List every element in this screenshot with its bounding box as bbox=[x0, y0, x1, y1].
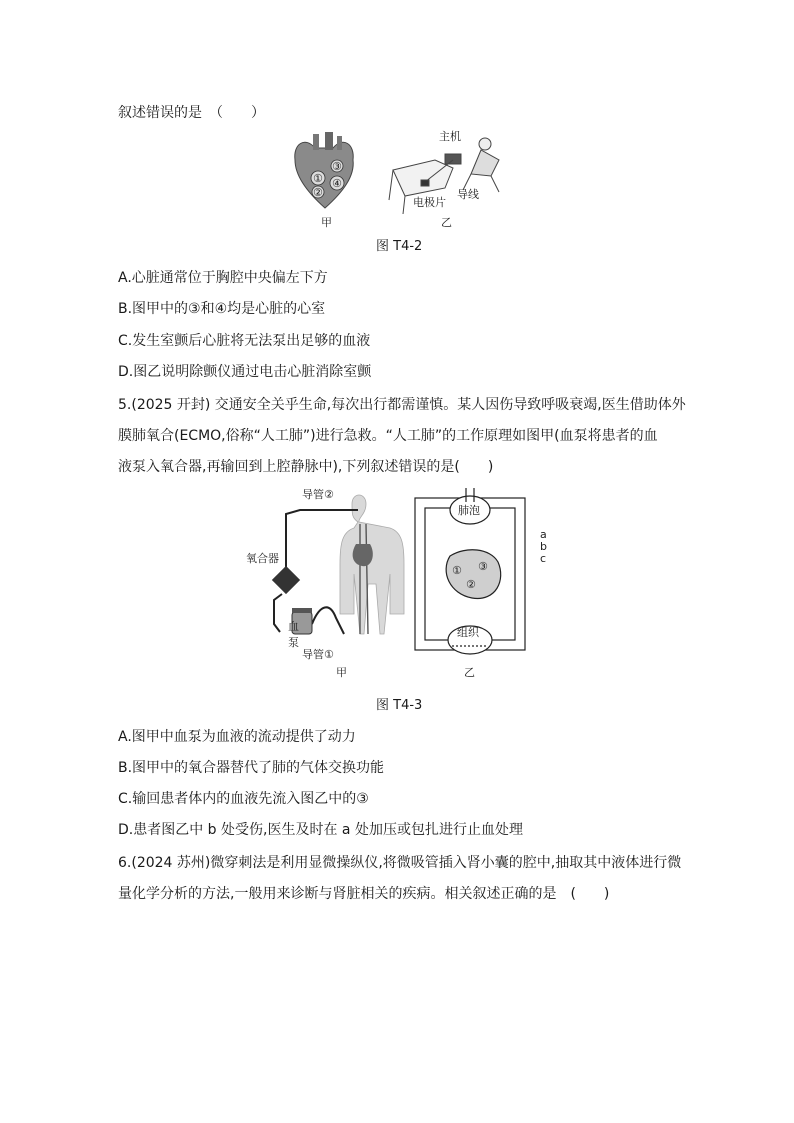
label-a: a bbox=[540, 528, 547, 541]
label-b: b bbox=[540, 540, 547, 553]
figure-t4-2 bbox=[285, 130, 515, 230]
figure-t4-3-panel-b: 乙 bbox=[464, 666, 475, 679]
heart-illustration bbox=[295, 132, 353, 208]
q5-stem-line-1: 5.(2025 开封) 交通安全关乎生命,每次出行都需谨慎。某人因伤导致呼吸衰竭,医生借助体外 bbox=[118, 397, 686, 413]
label-tissue: 组织 bbox=[457, 626, 479, 639]
q6-stem-line-1: 6.(2024 苏州)微穿刺法是利用显微操纵仪,将微吸管插入肾小囊的腔中,抽取其中液体进行微 bbox=[118, 855, 682, 871]
circ-mark-2: ② bbox=[466, 578, 476, 591]
q5-option-a: A.图甲中血泵为血液的流动提供了动力 bbox=[118, 729, 356, 745]
q4-option-b: B.图甲中的③和④均是心脏的心室 bbox=[118, 301, 326, 317]
label-pump-line-1: 血 bbox=[288, 620, 299, 633]
label-oxygenator: 氧合器 bbox=[246, 552, 279, 565]
label-tube-1: 导管① bbox=[302, 648, 334, 661]
heart-mark-3: ③ bbox=[332, 160, 342, 173]
circ-mark-1: ① bbox=[452, 564, 462, 577]
q5-option-b: B.图甲中的氧合器替代了肺的气体交换功能 bbox=[118, 760, 385, 776]
figure-t4-2-panel-a: 甲 bbox=[321, 216, 332, 229]
circ-mark-3: ③ bbox=[478, 560, 488, 573]
q5-option-c: C.输回患者体内的血液先流入图乙中的③ bbox=[118, 791, 369, 807]
figure-t4-3 bbox=[240, 484, 560, 684]
q5-option-d: D.患者图乙中 b 处受伤,医生及时在 a 处加压或包扎进行止血处理 bbox=[118, 822, 523, 838]
figure-t4-3-panel-a: 甲 bbox=[336, 666, 347, 679]
q4-stem-tail: 叙述错误的是 （ ） bbox=[118, 105, 265, 121]
heart-mark-4: ④ bbox=[332, 177, 342, 190]
q5-stem-line-2: 膜肺氧合(ECMO,俗称“人工肺”)进行急救。“人工肺”的工作原理如图甲(血泵将患者的血 bbox=[118, 428, 658, 444]
q4-option-c: C.发生室颤后心脏将无法泵出足够的血液 bbox=[118, 333, 371, 349]
label-host: 主机 bbox=[439, 130, 461, 143]
q6-stem-line-2: 量化学分析的方法,一般用来诊断与肾脏相关的疾病。相关叙述正确的是 ( ) bbox=[118, 886, 610, 902]
figure-t4-2-drawing bbox=[285, 130, 515, 230]
q4-option-a: A.心脏通常位于胸腔中央偏左下方 bbox=[118, 270, 328, 286]
figure-t4-2-panel-b: 乙 bbox=[441, 216, 452, 229]
label-electrode-pad: 电极片 bbox=[413, 196, 446, 209]
heart-mark-1: ① bbox=[313, 172, 323, 185]
q5-stem-line-3: 液泵入氧合器,再输回到上腔静脉中),下列叙述错误的是( ) bbox=[118, 459, 494, 475]
label-wire: 导线 bbox=[457, 188, 479, 201]
figure-t4-2-caption: 图 T4-2 bbox=[376, 239, 423, 254]
ecmo-illustration bbox=[272, 495, 404, 634]
label-c: c bbox=[540, 552, 547, 565]
heart-mark-2: ② bbox=[313, 186, 323, 199]
figure-t4-3-drawing bbox=[240, 484, 560, 684]
label-tube-2: 导管② bbox=[302, 488, 334, 501]
q4-option-d: D.图乙说明除颤仪通过电击心脏消除室颤 bbox=[118, 364, 372, 380]
label-pump-line-2: 泵 bbox=[288, 636, 299, 649]
figure-t4-3-caption: 图 T4-3 bbox=[376, 698, 423, 713]
label-alveoli: 肺泡 bbox=[458, 504, 480, 517]
